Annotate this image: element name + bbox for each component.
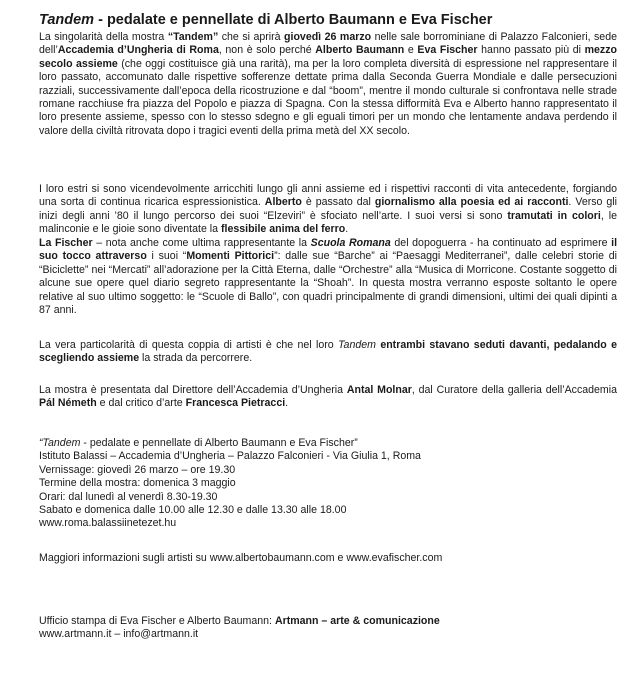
text-bold-italic: Scuola Romana (310, 237, 391, 249)
text: , non è solo perché (218, 44, 316, 57)
paragraph-presenters (39, 384, 617, 411)
text: – nota anche come ultima rappresentante la (92, 237, 311, 249)
text-bold: Francesca Pietracci (185, 397, 286, 410)
text-bold: mezzo secolo assieme (39, 44, 617, 70)
text-bold: giornalismo alla poesia ed ai racconti (374, 196, 569, 209)
text: , dal Curatore della galleria dell’Accademia (411, 384, 618, 396)
info-opening: Vernissage: giovedì 26 marzo – ore 19.30 (39, 463, 236, 476)
text: e dal critico d’arte (96, 397, 186, 410)
info-title (39, 437, 421, 450)
text: del dopoguerra - ha continuato ad esprimere (390, 237, 612, 249)
info-website: www.roma.balassiinetezet.hu (39, 517, 177, 530)
exhibition-info (39, 437, 421, 531)
text-bold: entrambi stavano seduti davanti, pedalando e scegliendo assieme (39, 339, 617, 365)
info-hours-weekdays: Orari: dal lunedì al venerdì 8.30-19.30 (39, 490, 218, 503)
paragraph-fischer (39, 237, 617, 317)
text: ”: dalle sue “Barche” ai “Paesaggi Mediterranei”, dalle celebri storie di “Biciclette” nei “Mercati” all’adorazione per la Città Eterna, dalle “Orchestre” alla “Musica di Morricone. Costante soggetto di alcune sue opere quel diario segreto rappresentante la “Shoah”. In questa mostra verranno esposte soltanto le opere relative al suo ultimo soggetto: le “Scuole di Ballo”, con quadri principalmente di grandi dimensioni, ultimi dei quali dipinti a 87 anni. (39, 250, 618, 317)
text: La vera particolarità di questa coppia di artisti è che nel loro (39, 339, 339, 351)
document-title (39, 12, 492, 28)
text-bold: flessibile anima del ferro (220, 223, 346, 236)
text-bold: Antal Molnar (346, 384, 412, 396)
text-bold: giovedì 26 marzo (284, 31, 372, 43)
text-bold: Alberto (264, 196, 302, 209)
title-rest: - pedalate e pennellate di Alberto Baumann e Eva Fischer (94, 12, 493, 28)
text: . Verso gli inizi degli anni ’80 il lungo percorso dei suoi “Elzeviri” è sfociato nell’arte. I suoi versi si sono (39, 196, 617, 222)
press-office (39, 615, 440, 642)
text: La singolarità della mostra (39, 31, 168, 43)
press-office-label: Ufficio stampa di Eva Fischer e Alberto Baumann: (39, 615, 275, 627)
text: . (345, 223, 349, 236)
text-bold: il suo tocco attraverso (39, 237, 618, 263)
text-bold: tramutati in colori (507, 209, 601, 222)
text-bold: “Tandem” (167, 31, 219, 43)
text: che si aprirà (218, 31, 285, 43)
text: (che oggi costituisce già una rarità), ma per la loro completa diversità di espressione nel rappresentare il loro passato, accomunato dalle rispettive sofferenze dettate prima dalla Seconda Guerra Mondiale e dalle persecuzioni razziali, successivamente dall’epoca della ricostruzione e dal “boom”, mentre il mondo culturale si confrontava nelle strade romane racchiuse fra piazza del Popolo e piazza di Spagna. Con la stessa difformità Eva e Alberto hanno rappresentato il loro presente assieme, spesso con lo stesso sdegno e gli eguali timori per un mondo che lentamente andava perdendo il valore della civiltà ritrovata dopo i tragici eventi della prima metà del XX secolo. (39, 57, 618, 137)
text: La mostra è presentata dal Direttore dell’Accademia d’Ungheria (39, 384, 347, 396)
press-contacts: www.artmann.it – info@artmann.it (39, 628, 199, 641)
info-hours-weekend: Sabato e domenica dalle 10.00 alle 12.30 e dalle 13.30 alle 18.00 (39, 504, 347, 517)
press-agency-name: Artmann – arte & comunicazione (274, 615, 440, 627)
text: la strada da percorrere. (139, 352, 253, 365)
paragraph-artists (39, 183, 617, 237)
press-office-line (39, 615, 440, 628)
info-closing: Termine della mostra: domenica 3 maggio (39, 477, 236, 490)
paragraph-tandem (39, 339, 617, 366)
info-venue: Istituto Balassi – Accademia d’Ungheria – Palazzo Falconieri - Via Giulia 1, Roma (39, 450, 421, 463)
text: i suoi “ (146, 250, 187, 263)
text-bold: Alberto Baumann (315, 44, 405, 57)
text: . (285, 397, 289, 410)
text: e (404, 44, 418, 57)
info-title-italic: “Tandem (39, 437, 81, 449)
text-bold: Momenti Pittorici (186, 250, 275, 263)
more-info-line: Maggiori informazioni sugli artisti su www.albertobaumann.com e www.evafischer.com (39, 552, 443, 564)
text: è passato dal (301, 196, 375, 209)
text-bold: Pál Németh (39, 397, 97, 410)
text-bold: Eva Fischer (417, 44, 478, 57)
text: I loro estri si sono vicendevolmente arricchiti lungo gli anni assieme ed i rispettivi racconti di vita antecedente, forgiando una sorta di continua ricarica espressionistica. (39, 183, 617, 209)
title-tandem: Tandem (39, 12, 95, 28)
text: , le malinconie e le gioie sono diventate la (39, 209, 618, 236)
info-title-rest: - pedalate e pennellate di Alberto Baumann e Eva Fischer” (80, 437, 358, 449)
paragraph-intro (39, 31, 617, 138)
text-italic: Tandem (338, 339, 376, 351)
text-bold: Accademia d’Ungheria di Roma (57, 44, 219, 57)
text: nelle sale borrominiane di Palazzo Falconieri, sede dell’ (39, 31, 617, 57)
text-bold: La Fischer (39, 237, 93, 249)
text: hanno passato più di (477, 44, 585, 57)
